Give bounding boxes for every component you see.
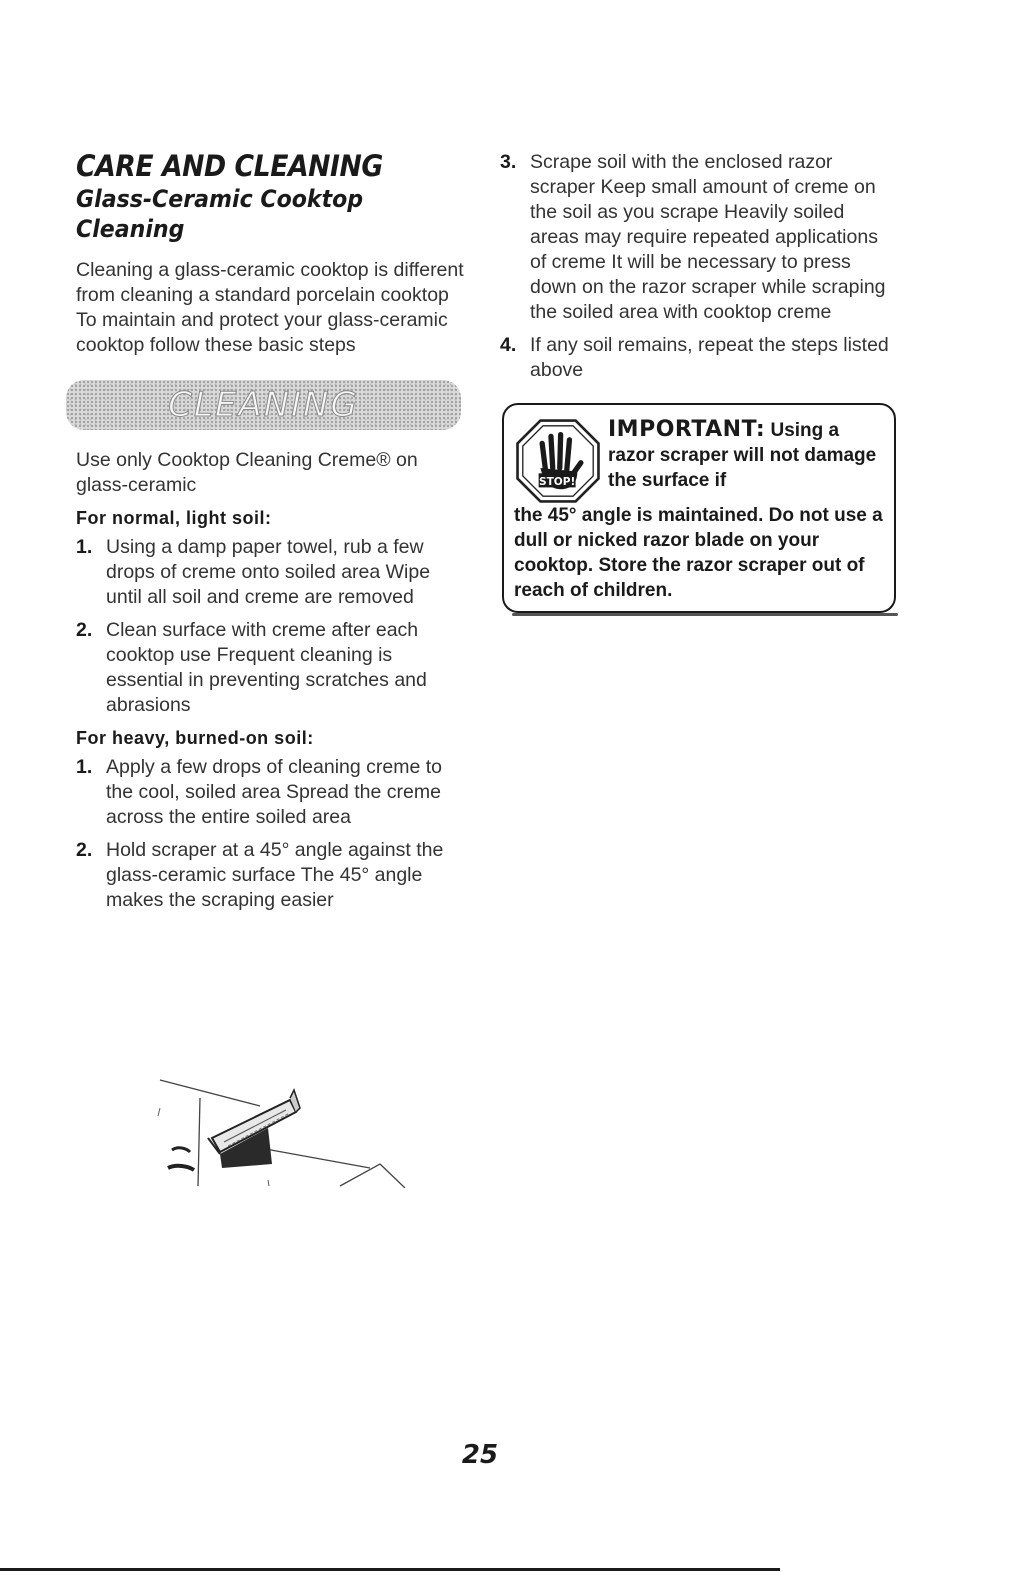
stop-hand-icon: [514, 417, 602, 505]
step-text: Using a damp paper towel, rub a few drops of creme onto soiled area Wipe until all soil and creme are removed: [106, 536, 431, 608]
important-header: [514, 417, 884, 505]
list-item: [76, 838, 466, 913]
important-lead: [608, 417, 884, 493]
step-number: 4.: [500, 334, 517, 356]
step-number: 2.: [76, 619, 93, 641]
step-text: Hold scraper at a 45° angle against the glass-ceramic surface The 45° angle makes the scraping easier: [106, 839, 444, 911]
normal-soil-steps: [76, 535, 466, 718]
important-body: the 45° angle is maintained. Do not use a dull or nicked razor blade on your cooktop. Store the razor scraper out of reach of children.: [514, 505, 883, 601]
cleaning-banner-label: CLEANING: [168, 385, 359, 425]
list-item: [76, 755, 466, 830]
section-title: CARE AND CLEANING: [76, 149, 383, 183]
step-number: 1.: [76, 536, 93, 558]
heavy-soil-steps-left: [76, 755, 466, 913]
page-number: 25: [461, 1440, 499, 1470]
step-number: 3.: [500, 151, 517, 173]
cleaning-banner: [66, 380, 461, 430]
step-number: 1.: [76, 756, 93, 778]
section-subtitle: Glass-Ceramic Cooktop Cleaning: [76, 185, 364, 243]
step-text: If any soil remains, repeat the steps listed above: [530, 334, 889, 381]
important-warning-box: [502, 403, 896, 613]
heavy-soil-steps-right: [500, 150, 895, 383]
step-text: Apply a few drops of cleaning creme to the cool, soiled area Spread the creme across the entire soiled area: [106, 756, 443, 828]
list-item: [76, 535, 466, 610]
list-item: [500, 333, 895, 383]
list-item: [500, 150, 895, 325]
right-column: [500, 150, 895, 613]
normal-soil-heading: For normal, light soil:: [76, 508, 272, 528]
bottom-rule: [0, 1568, 780, 1571]
usage-note: Use only Cooktop Cleaning Creme® on glass-ceramic: [76, 449, 418, 496]
stop-icon-label: STOP!: [538, 475, 576, 488]
heavy-soil-heading: For heavy, burned-on soil:: [76, 728, 314, 748]
razor-scraper-illustration: [150, 1068, 420, 1188]
step-text: Scrape soil with the enclosed razor scraper Keep small amount of creme on the soil as you scrape Heavily soiled areas may require repeated applications of creme It will be necessary to press down on the razor scraper while scraping the soiled area with cooktop creme: [530, 151, 886, 323]
important-lead-text: Using a razor scraper will not damage the surface if: [608, 420, 877, 491]
step-number: 2.: [76, 839, 93, 861]
important-label: IMPORTANT:: [608, 417, 766, 442]
step-text: Clean surface with creme after each cooktop use Frequent cleaning is essential in preventing scratches and abrasions: [106, 619, 427, 716]
left-column: [76, 150, 466, 921]
intro-paragraph: Cleaning a glass-ceramic cooktop is different from cleaning a standard porcelain cooktop To maintain and protect your glass-ceramic cooktop follow these basic steps: [76, 259, 464, 356]
list-item: [76, 618, 466, 718]
